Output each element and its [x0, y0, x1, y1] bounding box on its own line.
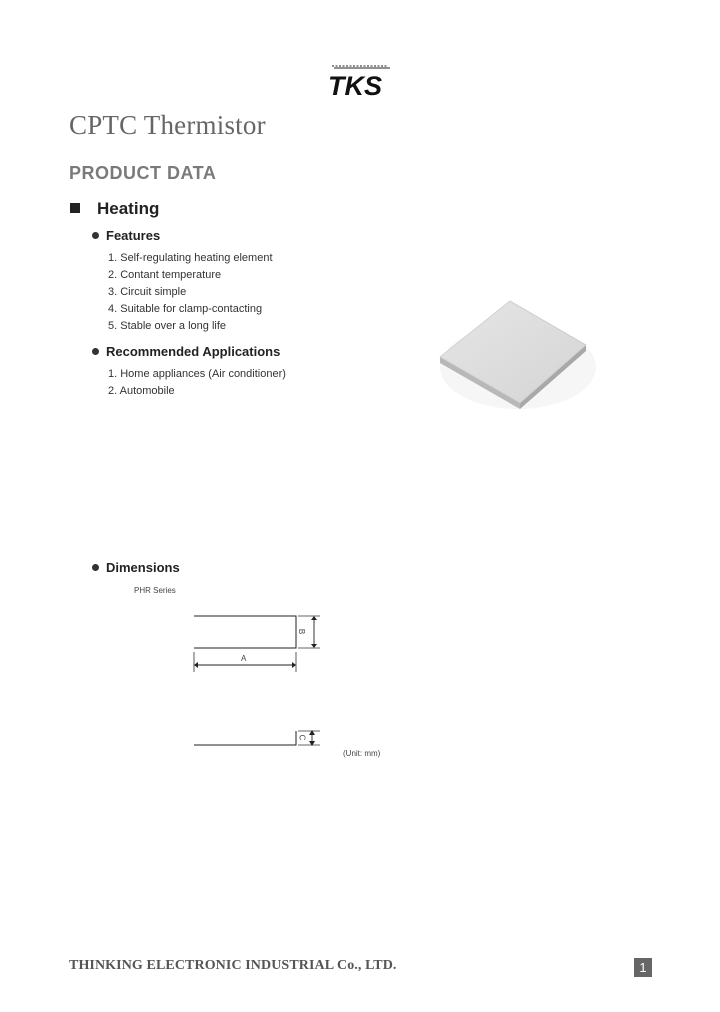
applications-heading: Recommended Applications	[106, 344, 281, 359]
side-view-drawing	[190, 725, 330, 749]
square-bullet-icon	[70, 203, 80, 213]
bullet-icon	[92, 232, 99, 239]
product-image	[430, 295, 600, 420]
thermistor-chip-graphic	[430, 295, 600, 420]
feature-item: 5. Stable over a long life	[108, 320, 227, 332]
top-view-drawing	[190, 610, 330, 674]
tks-logo-graphic	[324, 62, 396, 100]
bullet-icon	[92, 564, 99, 571]
dimension-label-b: B	[297, 628, 307, 635]
side-view-diagram	[190, 725, 330, 749]
dimension-label-c: C	[297, 734, 307, 741]
page-title: CPTC Thermistor	[69, 110, 266, 140]
company-name: THINKING ELECTRONIC INDUSTRIAL Co., LTD.	[69, 958, 397, 973]
top-view-diagram	[190, 610, 330, 674]
company-logo	[324, 62, 396, 100]
feature-item: 4. Suitable for clamp-contacting	[108, 303, 263, 315]
dimension-label-a: A	[241, 654, 247, 663]
section-title: Heating	[97, 199, 160, 218]
logo-text: TKS	[328, 71, 382, 100]
features-heading: Features	[106, 228, 161, 243]
application-item: 1. Home appliances (Air conditioner)	[108, 368, 286, 380]
unit-label: (Unit: mm)	[343, 749, 381, 758]
feature-item: 1. Self-regulating heating element	[108, 252, 273, 264]
series-label: PHR Series	[134, 586, 176, 595]
page-number: 1	[634, 958, 652, 977]
bullet-icon	[92, 348, 99, 355]
feature-item: 2. Contant temperature	[108, 269, 222, 281]
feature-item: 3. Circuit simple	[108, 286, 187, 298]
page-subtitle: PRODUCT DATA	[69, 163, 217, 183]
dimensions-heading: Dimensions	[106, 560, 180, 575]
application-item: 2. Automobile	[108, 385, 175, 397]
